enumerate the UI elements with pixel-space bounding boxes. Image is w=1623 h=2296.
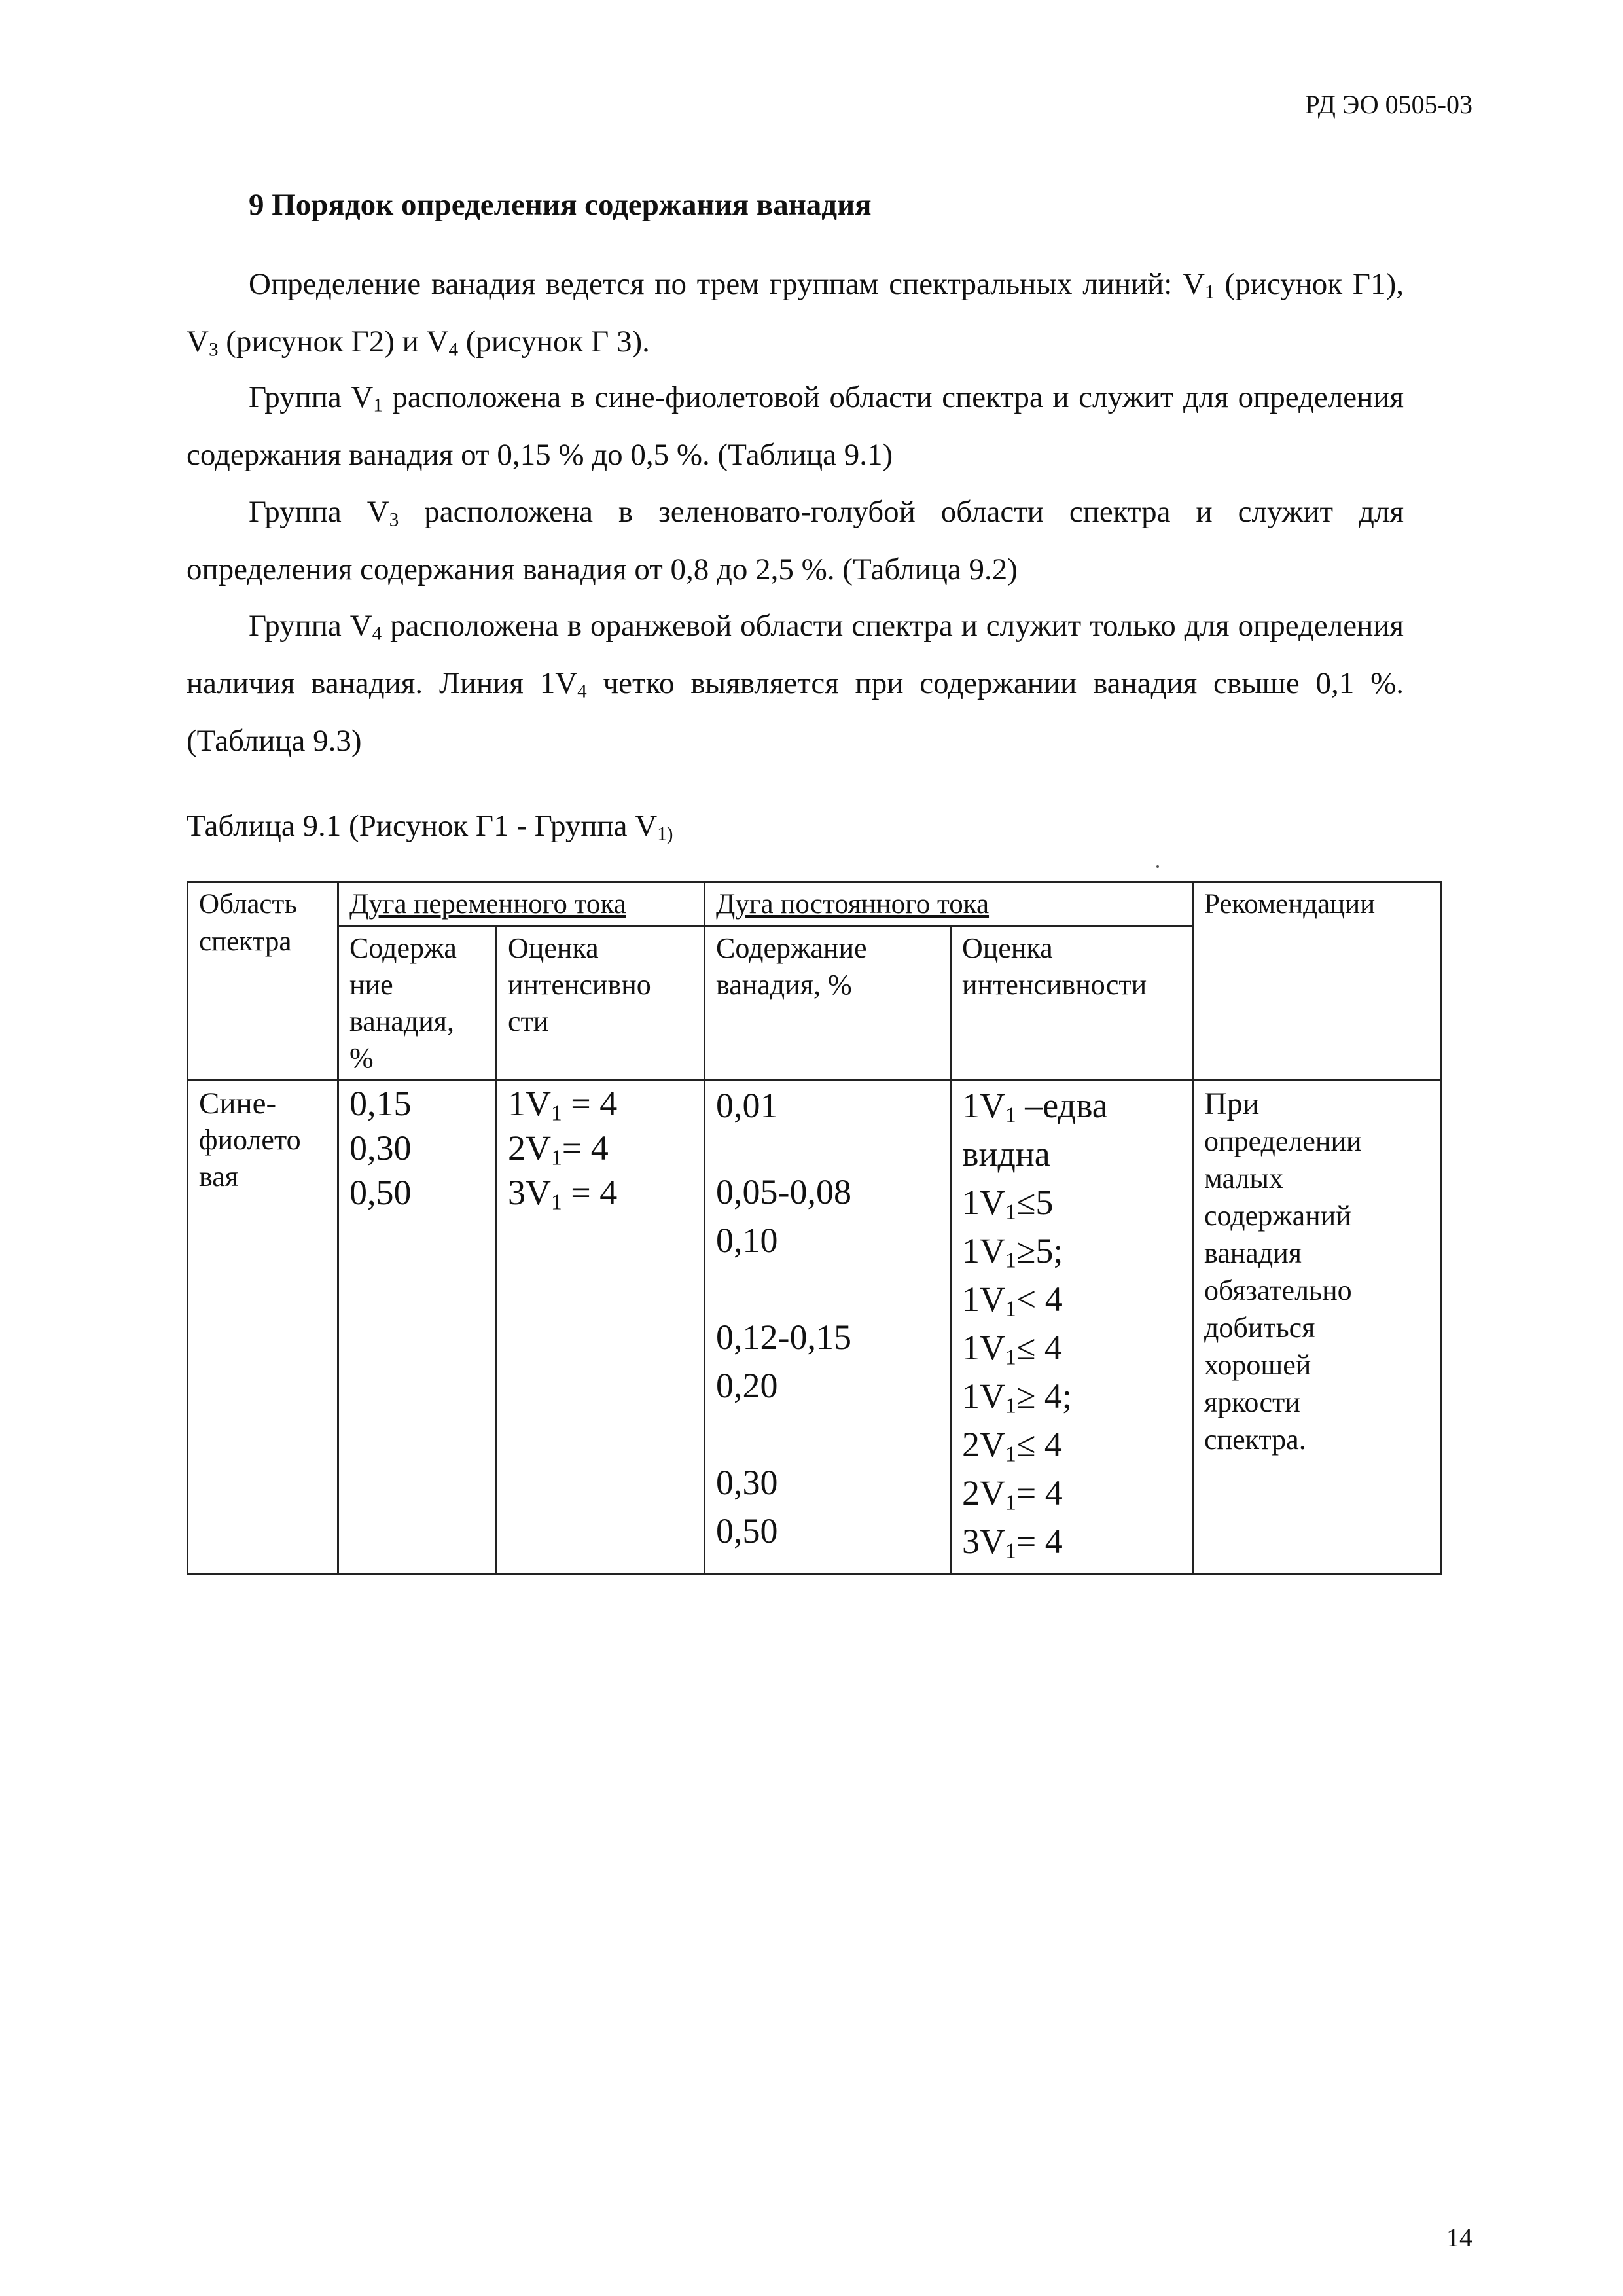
document-code: РД ЭО 0505-03	[1305, 90, 1472, 119]
paragraph-group-v4: Группа $V_4$ расположена в оранжевой области спектра и служит только для определения наличия ванадия. Линия $1V_4$ четко выявляется при содержании ванадия свыше 0,1 %. (Таблица 9.3)	[187, 609, 1404, 758]
vanadium-table	[187, 881, 1442, 1575]
ac-intensity-line: $3V_1 = 4$	[508, 1173, 618, 1215]
cell-region: Сине- фиолето вая	[188, 1081, 338, 1575]
stray-dot	[1156, 865, 1159, 868]
header-ac-arc: Дуга переменного тока	[338, 882, 705, 927]
dc-intensity-line: $2V_1\le 4$	[962, 1425, 1062, 1467]
header-region	[188, 882, 338, 1081]
dc-intensity-line: $1V_1\ge 4$;	[962, 1376, 1072, 1418]
paragraph-group-v1: Группа $V_1$ расположена в сине-фиолетовой области спектра и служит для определения содержания ванадия от 0,15 % до 0,5 %. (Таблица 9.1)	[187, 380, 1404, 472]
ac-intensity-line: $2V_1= 4$	[508, 1128, 609, 1170]
header-recommendations: Рекомендации	[1193, 882, 1441, 1081]
dc-intensity-line: видна	[962, 1134, 1050, 1174]
dc-intensity-line: $1V_1\le 4$	[962, 1328, 1062, 1370]
header-region-line: Область	[199, 889, 297, 920]
ac-intensity-line: $1V_1 = 4$	[508, 1084, 618, 1126]
header-dc-intensity: Оценка интенсивности	[951, 927, 1193, 1081]
dc-intensity-line: $3V_1= 4$	[962, 1522, 1063, 1564]
paragraph-group-v3: Группа $V_3$ расположена в зеленовато-голубой области спектра и служит для определения содержания ванадия от 0,8 до 2,5 %. (Таблица 9.2)	[187, 495, 1404, 586]
header-dc-arc: Дуга постоянного тока	[705, 882, 1193, 927]
dc-intensity-line: $1V_1\le 5$	[962, 1183, 1054, 1225]
cell-ac-intensity	[497, 1081, 705, 1575]
header-ac-content: Содержа ние ванадия, %	[338, 927, 497, 1081]
section-heading: 9 Порядок определения содержания ванадия	[249, 188, 872, 222]
header-dc-content: Содержание ванадия, %	[705, 927, 951, 1081]
dc-intensity-line: $2V_1= 4$	[962, 1473, 1063, 1515]
header-ac-intensity: Оценка интенсивно сти	[497, 927, 705, 1081]
page-number: 14	[1446, 2223, 1472, 2252]
cell-dc-content: 0,01 0,05-0,08 0,10 0,12-0,15 0,20 0,30 0,50	[705, 1081, 951, 1575]
cell-ac-content: 0,15 0,30 0,50	[338, 1081, 497, 1575]
dc-intensity-line: $1V_1< 4$	[962, 1280, 1063, 1321]
dc-intensity-line: $1V_1$ –едва	[962, 1086, 1108, 1128]
dc-intensity-line: $1V_1\ge 5$;	[962, 1231, 1063, 1273]
table-caption: Таблица 9.1 (Рисунок Г1 - Группа $V_{1)}$	[187, 809, 673, 845]
cell-dc-intensity	[951, 1081, 1193, 1575]
header-region-line: спектра	[199, 926, 292, 957]
paragraph-groups: Определение ванадия ведется по трем группам спектральных линий: $V_1$ (рисунок Г1), $V_3$ (рисунок Г2) и $V_4$ (рисунок Г 3).	[187, 267, 1404, 361]
cell-recommendations: При определении малых содержаний ванадия обязательно добиться хорошей яркости спектра.	[1193, 1081, 1441, 1575]
